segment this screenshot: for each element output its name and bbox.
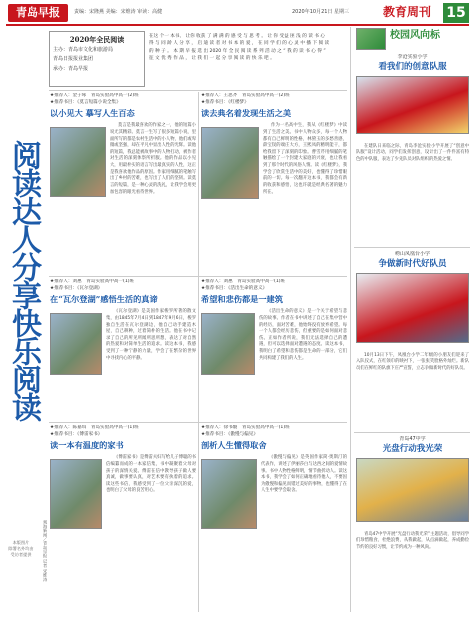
credit-line: 受访者提供 [10, 552, 32, 558]
article-card [50, 93, 196, 273]
article-card [201, 93, 347, 273]
news-body: 10月13日下午，凤凰台小学二年级的小朋友们迎来了入队仪式，在红领巾的映衬下，一张张笑脸格外灿烂。新队员们在鲜红的队旗下庄严宣誓，立志争做新时代的好队员。 [356, 352, 469, 371]
article-card [50, 425, 196, 613]
author-photo [50, 313, 102, 375]
author-photo [201, 313, 255, 375]
news-title: 争做新时代好队员 [378, 259, 447, 270]
author-photo [50, 127, 106, 197]
header-rule [6, 24, 469, 26]
article-body: 莫言是我最喜欢的作家之一，他的短篇小说尤其精彩。莫言一生写了很多短篇小说，里面所写的都是农村生活中的小人物，他们或卑微或坚强，却在平凡中显出人性的光辉。读他的短篇，我总能被故事中的人物打动，被作者对生活的深刻体察所折服。他的作品以小见大，用最朴实的语言写出最真实的人性，这正是我喜欢他作品的原因。作家用细腻的笔触写出了乡村的苦难，也写出了人们的坚韧。读莫言的短篇，是一种心灵的洗礼，让我学会用更加包容的眼光看待世界。 [110, 123, 196, 195]
divider [49, 276, 347, 277]
article-body: 《傲慢与偏见》是英国作家简·奥斯汀的代表作，讲述了伊丽莎白与达西之间的爱情故事。书中人物性格鲜明，情节曲折动人。读这本书，我学会了如何正确地看待他人，不要因为傲慢和偏见而错过美好的事物，也懂得了在人生中要学会取舍。 [261, 455, 347, 494]
article-title: 以小见大 摹写人生百态 [50, 108, 135, 119]
news-title: 看我们的创意队服 [378, 62, 447, 73]
campus-news-item [356, 251, 469, 431]
reporter-signature: 观海新闻／青岛早报 记者 宋维涛 [43, 520, 49, 582]
divider [354, 247, 470, 248]
article-author: ★推荐人：刘惠 青岛实验高中高一(1)班 [201, 279, 286, 284]
news-body: 在建队日来临之际，青岛李沧实验小学开展了“创意中队服”设计活动，同学们发挥创意，设计出了一件件富有特色的中队服，表达了少先队员对队组织的热爱之情。 [356, 143, 469, 162]
section-title: 教育周刊 [382, 5, 431, 19]
article-book: ★推荐书目：《傲慢与偏见》 [201, 431, 258, 437]
divider [350, 27, 351, 612]
article-title: 读一本有温度的家书 [50, 440, 124, 451]
editor-credits: 责编：宋隆燕 美编：宋维涛 审读：高健 [74, 9, 163, 15]
campus-news-item [356, 436, 469, 614]
article-author: ★推荐人：王思齐 青岛实验高中高一(2)班 [201, 93, 290, 98]
article-body: 《瓦尔登湖》是美国作家梭罗所著的散文集，由1845年7月4日到1847年9月6日，梭罗独自生活在瓦尔登湖边，他自己动手建造木屋，自己耕种，过着简朴的生活。他在书中记录了自己的所见所闻所思所想，表达了对自然的热爱和对简单生活的追求。读这本书，我感受到了一种宁静的力量，学会了在繁杂的世界中寻找内心的平静。 [106, 309, 196, 361]
article-author: ★推荐人：徐书璇 青岛实验高中高一(1)班 [201, 425, 290, 430]
author-photo [201, 459, 257, 529]
page-number: 15 [443, 3, 469, 23]
event-organizer: 青岛日报报业集团 [53, 56, 94, 63]
credit-line: 本版图片 [12, 540, 30, 545]
article-body: 《傅雷家书》是傅雷夫妇写给儿子傅聪的书信编纂而成的一本家信集，书中凝聚着父母对孩子的深情关爱。傅雷在信中教导孩子做人要真诚，做事要认真，对艺术要有执着的追求。读这些书信，我感受到了一位父亲深沉的爱，也明白了父母的良苦用心。 [106, 455, 196, 494]
issue-date: 2020年10月21日 星期三 [292, 9, 350, 15]
divider [49, 422, 347, 423]
article-author: ★推荐人：金子琢 青岛实验高中高一(2)班 [50, 93, 139, 98]
article-card [50, 279, 196, 419]
article-card [201, 279, 347, 419]
article-title: 剖析人生懂得取舍 [201, 440, 267, 451]
divider [198, 92, 199, 612]
news-source: 李沧实验小学 [397, 54, 428, 60]
article-title: 读去典名着发现生活之美 [201, 108, 292, 119]
event-title: 2020年全民阅读 [69, 35, 125, 44]
article-body: 作为一名高中生，我从《红楼梦》中读到了生活之美。书中人物众多，每一个人物都有自己鲜明的性格，林黛玉的多愁善感，薛宝钗的端庄大方，王熙凤的精明能干，都给我留下了深刻的印象。曹雪芹用细腻的笔触描绘了一个封建大家庭的兴衰，也让我看到了那个时代的风俗人情。读《红楼梦》，我学会了欣赏生活中的美好，也懂得了珍惜眼前的一切。每一次翻开这本书，我都会有新的收获和感悟，这也许就是经典名著的魅力所在。 [263, 123, 347, 195]
article-author: ★推荐人：陈嘉琪 青岛实验高中高一(1)班 [50, 425, 139, 430]
main-headline: 阅读达人分享快乐阅读 [6, 140, 41, 420]
newspaper-logo: 青岛早报 [8, 4, 68, 22]
news-body: 青岛47中学开展“光盘行动我光荣”主题活动，倡导同学们珍惜粮食、杜绝浪费，从我做起，从点滴做起，养成勤俭节约的良好习惯，让节约成为一种风尚。 [356, 531, 469, 550]
event-info-box [49, 31, 145, 87]
event-host: 主办：青岛市文化和旅游局 [53, 47, 114, 54]
article-book: ★推荐书目：《瓦尔登湖》 [50, 285, 103, 291]
article-title: 希望和悲伤都是一建筑 [201, 294, 283, 305]
article-title: 在“瓦尔登湖”感悟生活的真谛 [50, 294, 158, 305]
campus-news-item [356, 54, 469, 244]
column-banner-image [356, 28, 386, 50]
article-card [201, 425, 347, 613]
article-book: ★推荐书目：《莫言短篇小说全集》 [50, 99, 121, 105]
news-photo [356, 458, 469, 522]
event-executor: 承办：青岛早报 [53, 65, 89, 72]
news-source: 青岛47中学 [399, 436, 426, 442]
article-body: 《活出生命的意义》是一个关于希望与悲伤的故事。作者在书中讲述了自己在集中营中的经历，面对苦难，他始终没有放弃希望。每一个人都会经历悲伤，但重要的是如何面对悲伤。正如作者所说，我们无法选择自己的遭遇，但可以选择面对遭遇的态度。读这本书，我明白了希望和悲伤都是生命的一部分，它们共同构建了我们的人生。 [259, 309, 347, 361]
author-photo [201, 127, 259, 199]
article-book: ★推荐书目：《傅雷家书》 [50, 431, 103, 437]
news-source: 崂山凤凰台小学 [394, 251, 430, 257]
article-book: ★推荐书目：《红楼梦》 [201, 99, 249, 105]
article-book: ★推荐书目：《活出生命的意义》 [201, 285, 268, 291]
photo-credit-box [8, 540, 34, 558]
article-author: ★推荐人：刘惠 青岛实验高中高一(1)班 [50, 279, 135, 284]
news-photo [356, 76, 469, 134]
divider [354, 432, 470, 433]
news-title: 光盘行动我光荣 [382, 444, 443, 455]
author-photo [50, 459, 102, 529]
credit-line: 除署名外均由 [8, 546, 34, 552]
campus-column-logo: 校园风向标 [390, 30, 440, 41]
news-photo [356, 273, 469, 343]
divider [49, 90, 347, 91]
intro-paragraph: 在这 个一 本书、 让你 收获 了 满 满 的 感 受 与 思 考 。 让 你 受益 匪 浅 的 读 书 心 得 与 同 龄 人 分 享 ， 启 迪 读 者 对 书 本 的 爱 ， 在 同 学 们 的 心 灵 中 播 下 阅 读 的 种 子 。 本 期 早 报 选 出 2020 年 全 民 阅 读 系 列 活 动 之 “ 我 的 读 书 心 得 ” 征 文 优 秀 作 品 ， 让 我 们 一 起 分 享 阅 读 的 快 乐 吧 。 [149, 34, 330, 62]
